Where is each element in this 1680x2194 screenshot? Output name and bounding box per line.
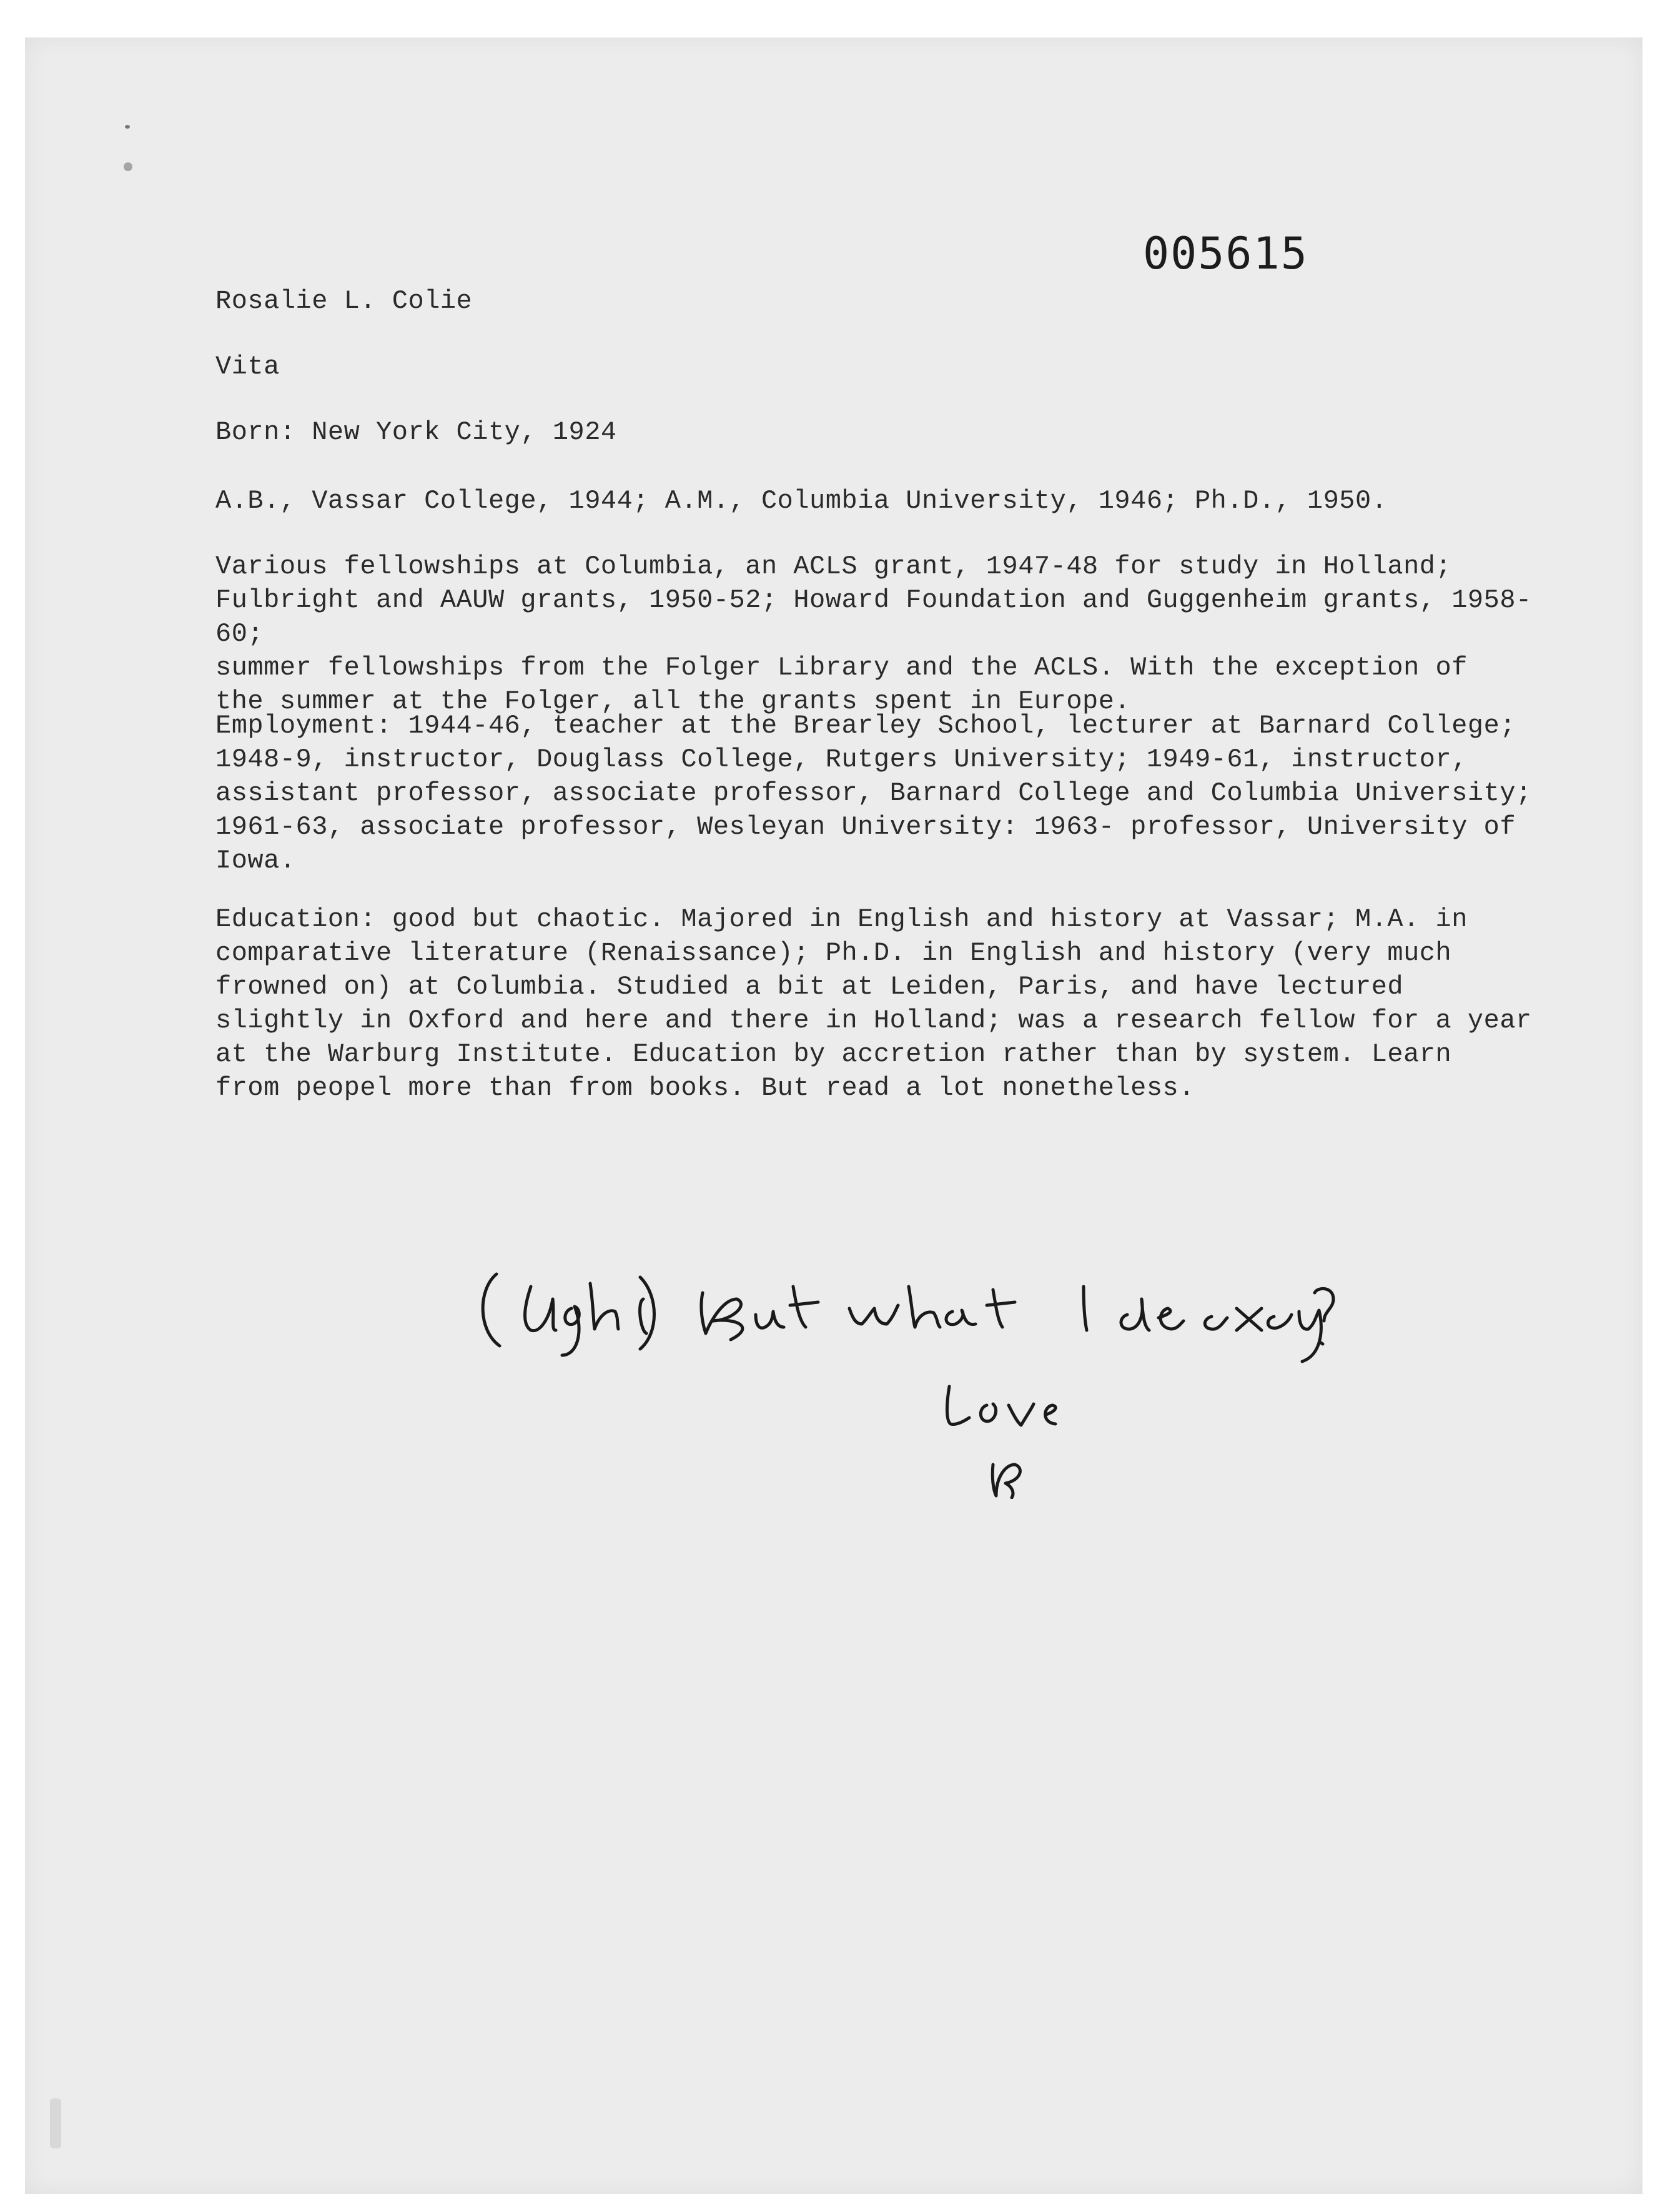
handwritten-note	[462, 1262, 1337, 1499]
author-name: Rosalie L. Colie	[215, 286, 473, 316]
education-paragraph: Education: good but chaotic. Majored in English and history at Vassar; M.A. in comparative literature (Renaissance); Ph.D. in English and history (very much frowned on) at Columbia. Studied a bit at Leiden, Paris, and have lectured slightly in Oxford and here and there in Holland; was a research fellow for a year at the Warburg Institute. Education by accretion rather than by system. Learn from peopel more than from books. But read a lot nonetheless.	[215, 904, 1532, 1103]
document-page	[25, 37, 1643, 2194]
degrees-line: A.B., Vassar College, 1944; A.M., Columbia University, 1946; Ph.D., 1950.	[215, 486, 1388, 516]
employment-paragraph: Employment: 1944-46, teacher at the Brearley School, lecturer at Barnard College; 1948-9, instructor, Douglass College, Rutgers University; 1949-61, instructor, assistant professor, associate professor, Barnard College and Columbia University; 1961-63, associate professor, Wesleyan University: 1963- professor, University of Iowa.	[215, 711, 1532, 876]
birth-line: Born: New York City, 1924	[215, 417, 617, 447]
document-heading: Vita	[215, 352, 280, 382]
paper-speck	[124, 162, 132, 171]
fellowships-paragraph: Various fellowships at Columbia, an ACLS grant, 1947-48 for study in Holland; Fulbright and AAUW grants, 1950-52; Howard Foundation and Guggenheim grants, 1958-60; summer fellowships from the Folger Library and the ACLS. With the exception of the summer at the Folger, all the grants spent in Europe.	[215, 551, 1532, 716]
paper-speck	[125, 125, 130, 129]
document-number: 005615	[1143, 228, 1308, 279]
paper-mark	[50, 2098, 61, 2148]
